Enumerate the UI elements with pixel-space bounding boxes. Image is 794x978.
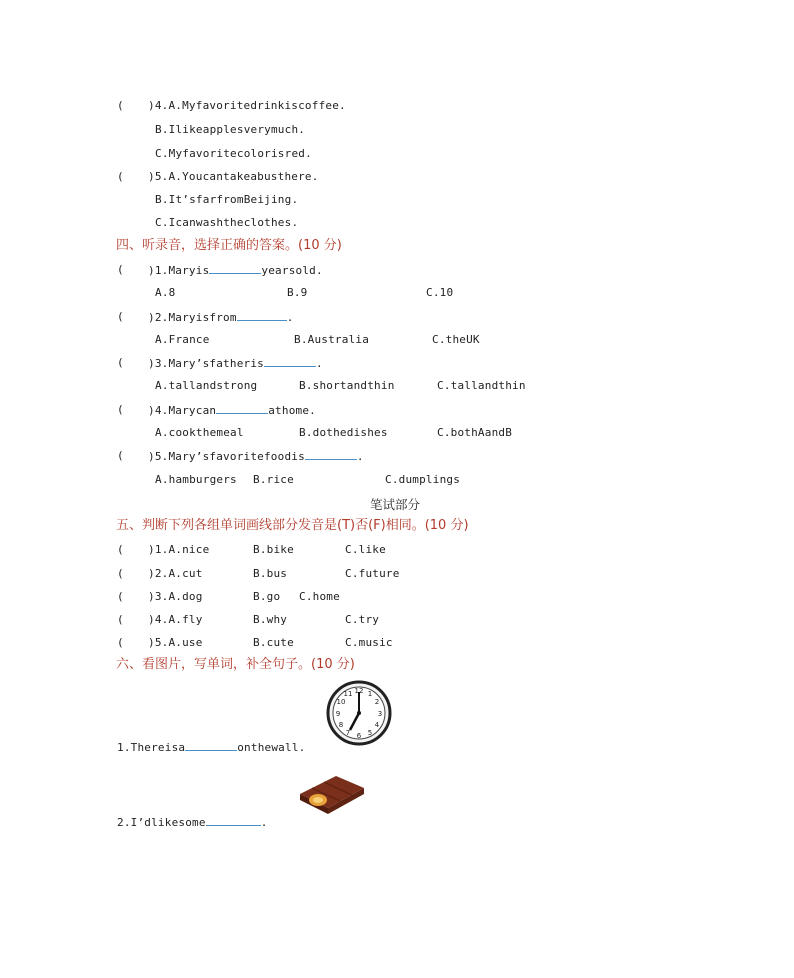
answer-blank[interactable] bbox=[237, 310, 287, 321]
answer-blank[interactable] bbox=[185, 740, 237, 751]
answer-blank[interactable] bbox=[209, 263, 261, 274]
s5-r2-c: C.future bbox=[345, 567, 400, 580]
s5-r3-b: B.go bbox=[253, 590, 281, 603]
paren-open: ( bbox=[117, 543, 124, 556]
s5-r1-b: B.bike bbox=[253, 543, 294, 556]
svg-text:8: 8 bbox=[338, 721, 344, 729]
s4-q3-a: A.tallandstrong bbox=[155, 379, 258, 392]
svg-text:1: 1 bbox=[367, 690, 373, 698]
answer-blank[interactable] bbox=[216, 403, 268, 414]
svg-text:11: 11 bbox=[343, 690, 353, 698]
q5-option-b: B.It’sfarfromBeijing. bbox=[155, 193, 299, 206]
svg-text:6: 6 bbox=[356, 732, 362, 740]
s5-r4-c: C.try bbox=[345, 613, 380, 626]
s6-sentence-1: 1.Thereisa onthewall. bbox=[117, 741, 306, 754]
s5-r5-c: C.music bbox=[345, 636, 393, 649]
q4-option-c: C.Myfavoritecolorisred. bbox=[155, 147, 312, 160]
s5-r2-b: B.bus bbox=[253, 567, 288, 580]
s4-q1-a: A.8 bbox=[155, 286, 176, 299]
section5-title: 五、判断下列各组单词画线部分发音是(T)否(F)相同。(10 分) bbox=[116, 518, 469, 533]
s5-r3-a: )3.A.dog bbox=[148, 590, 203, 603]
paren-open: ( bbox=[117, 590, 124, 603]
paren-open: ( bbox=[117, 99, 124, 112]
s4-q2-a: A.France bbox=[155, 333, 210, 346]
s4-q4-b: B.dothedishes bbox=[299, 426, 388, 439]
s4-q2-c: C.theUK bbox=[432, 333, 480, 346]
paren-open: ( bbox=[117, 170, 124, 183]
s5-r5-b: B.cute bbox=[253, 636, 294, 649]
s4-q5: )5.Mary’sfavoritefoodis . bbox=[148, 450, 364, 463]
q4-option-b: B.Ilikeapplesverymuch. bbox=[155, 123, 306, 136]
paren-open: ( bbox=[117, 263, 124, 276]
svg-text:4: 4 bbox=[374, 721, 380, 729]
paren-open: ( bbox=[117, 356, 124, 369]
answer-blank[interactable] bbox=[206, 815, 261, 826]
s4-q5-c: C.dumplings bbox=[385, 473, 461, 486]
s5-r4-b: B.why bbox=[253, 613, 288, 626]
s4-q1-c: C.10 bbox=[426, 286, 454, 299]
s4-q3-c: C.tallandthin bbox=[437, 379, 526, 392]
s5-r3-c: C.home bbox=[299, 590, 340, 603]
paren-open: ( bbox=[117, 449, 124, 462]
svg-text:3: 3 bbox=[377, 710, 383, 718]
paren-open: ( bbox=[117, 636, 124, 649]
s5-r1-c: C.like bbox=[345, 543, 386, 556]
svg-text:12: 12 bbox=[354, 687, 364, 695]
s4-q5-b: B.rice bbox=[253, 473, 294, 486]
clock-icon bbox=[326, 680, 392, 746]
svg-text:10: 10 bbox=[336, 698, 346, 706]
s5-r1-a: )1.A.nice bbox=[148, 543, 210, 556]
section4-title: 四、听录音，选择正确的答案。(10 分) bbox=[116, 238, 342, 253]
svg-text:2: 2 bbox=[374, 698, 380, 706]
s4-q5-a: A.hamburgers bbox=[155, 473, 237, 486]
svg-text:9: 9 bbox=[335, 710, 341, 718]
s4-q4: )4.Marycan athome. bbox=[148, 404, 316, 417]
s4-q3-b: B.shortandthin bbox=[299, 379, 395, 392]
q4-option-a: )4.A.Myfavoritedrinkiscoffee. bbox=[148, 99, 346, 112]
section6-title: 六、看图片，写单词，补全句子。(10 分) bbox=[116, 657, 355, 672]
svg-text:5: 5 bbox=[367, 729, 373, 737]
paren-open: ( bbox=[117, 403, 124, 416]
written-part-title: 笔试部分 bbox=[370, 497, 421, 512]
s4-q4-c: C.bothAandB bbox=[437, 426, 513, 439]
s6-sentence-2: 2.I’dlikesome . bbox=[117, 816, 268, 829]
s4-q2: )2.Maryisfrom . bbox=[148, 311, 294, 324]
paren-open: ( bbox=[117, 567, 124, 580]
s5-r5-a: )5.A.use bbox=[148, 636, 203, 649]
answer-blank[interactable] bbox=[264, 356, 316, 367]
s5-r2-a: )2.A.cut bbox=[148, 567, 203, 580]
s4-q3: )3.Mary’sfatheris . bbox=[148, 357, 323, 370]
chocolate-icon bbox=[296, 772, 366, 818]
s5-r4-a: )4.A.fly bbox=[148, 613, 203, 626]
s4-q1: )1.Maryis yearsold. bbox=[148, 264, 323, 277]
answer-blank[interactable] bbox=[305, 449, 357, 460]
paren-open: ( bbox=[117, 613, 124, 626]
s4-q2-b: B.Australia bbox=[294, 333, 370, 346]
s4-q1-b: B.9 bbox=[287, 286, 308, 299]
s4-q4-a: A.cookthemeal bbox=[155, 426, 244, 439]
q5-option-c: C.Icanwashtheclothes. bbox=[155, 216, 299, 229]
paren-open: ( bbox=[117, 310, 124, 323]
q5-option-a: )5.A.Youcantakeabusthere. bbox=[148, 170, 319, 183]
svg-text:7: 7 bbox=[345, 729, 351, 737]
